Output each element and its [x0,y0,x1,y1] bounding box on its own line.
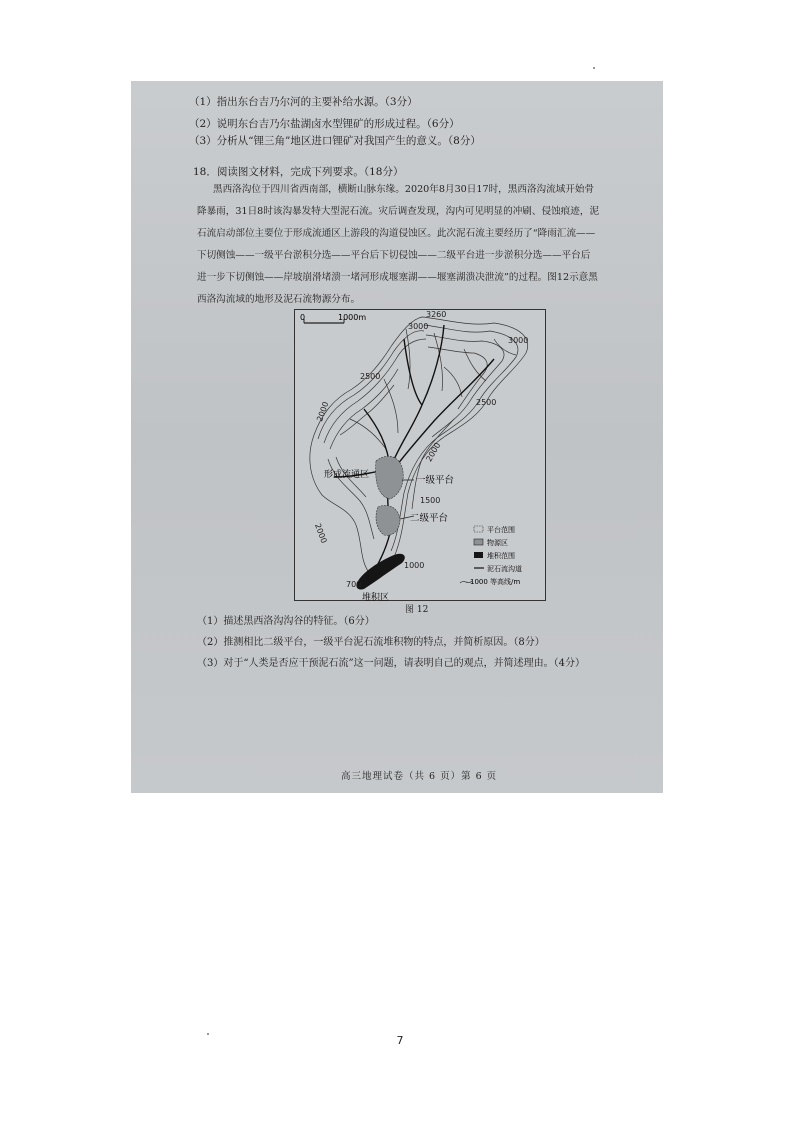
contour-label: 2000 [312,522,329,545]
topographic-map [294,309,546,601]
material-line: 黑西洛沟位于四川省西南部，横断山脉东缘。2020年8月30日17时，黑西洛沟流域开始骨 [213,184,595,195]
sub-question: （3）对于“人类是否应干预泥石流”这一问题，请表明自己的观点，并简述理由。（4分） [197,658,585,669]
contour-label: 1500 [420,496,441,505]
contour-label: 2000 [315,400,331,423]
material-line: 石流启动部位主要位于形成流通区上游段的沟道侵蚀区。此次泥石流主要经历了“降雨汇流—— [197,228,596,239]
figure-caption: 图 12 [405,605,429,615]
contour-label: 2500 [360,372,381,381]
contour-label: 700 [346,580,362,589]
legend-item: 泥石流沟道 [487,565,522,573]
question-18-heading: 18．阅读图文材料，完成下列要求。（18分） [193,166,404,178]
question-line: （2）说明东台吉乃尔盐湖卤水型锂矿的形成过程。（6分） [189,118,460,130]
material-line: 进一步下切侧蚀——岸坡崩滑堵溃一堵河形成堰塞湖——堰塞湖溃决泄流”的过程。图12示意黑 [197,272,598,283]
formation-zone-label: 形成流通区 [324,470,370,480]
page-number: 7 [396,1034,404,1047]
legend-item: 堆积范围 [487,552,515,560]
sub-question: （1）描述黑西洛沟沟谷的特征。（6分） [197,616,375,627]
contour-label: 3260 [426,310,447,319]
contour-label: 2000 [424,441,443,464]
question-line: （1）指出东台吉乃尔河的主要补给水源。（3分） [189,96,418,108]
platform-2-label: 二级平台 [410,513,449,524]
sub-question: （2）推测相比二级平台，一级平台泥石流堆积物的特点，并简析原因。（8分） [197,637,545,648]
deposit-zone-label: 堆积区 [362,593,390,601]
legend-item: 平台范围 [487,526,515,534]
question-line: （3）分析从“锂三角”地区进口锂矿对我国产生的意义。（8分） [189,135,481,147]
contour-label: 2500 [476,398,497,407]
scale-label: 1000m [338,313,367,322]
material-line: 降暴雨，31日8时该沟暴发特大型泥石流。灾后调查发现，沟内可见明显的冲刷、侵蚀痕迹，泥 [197,206,600,217]
legend-item: 物源区 [487,539,508,547]
page-footer: 高三地理试卷（共 6 页）第 6 页 [341,771,498,782]
scanned-page [131,81,663,793]
contour-label: 3000 [508,336,529,345]
platform-1-label: 一级平台 [416,475,455,486]
scan-speck [593,67,595,69]
material-line: 西洛沟流域的地形及泥石流物源分布。 [197,294,361,305]
scale-zero: 0 [300,313,306,322]
material-line: 下切侧蚀——一级平台淤积分选——平台后下切侵蚀——二级平台进一步淤积分选——平台后 [197,250,591,261]
contour-label: 1000 [404,561,425,570]
legend-item: 1000 等高线/m [470,578,521,586]
contour-label: 3000 [408,322,429,331]
